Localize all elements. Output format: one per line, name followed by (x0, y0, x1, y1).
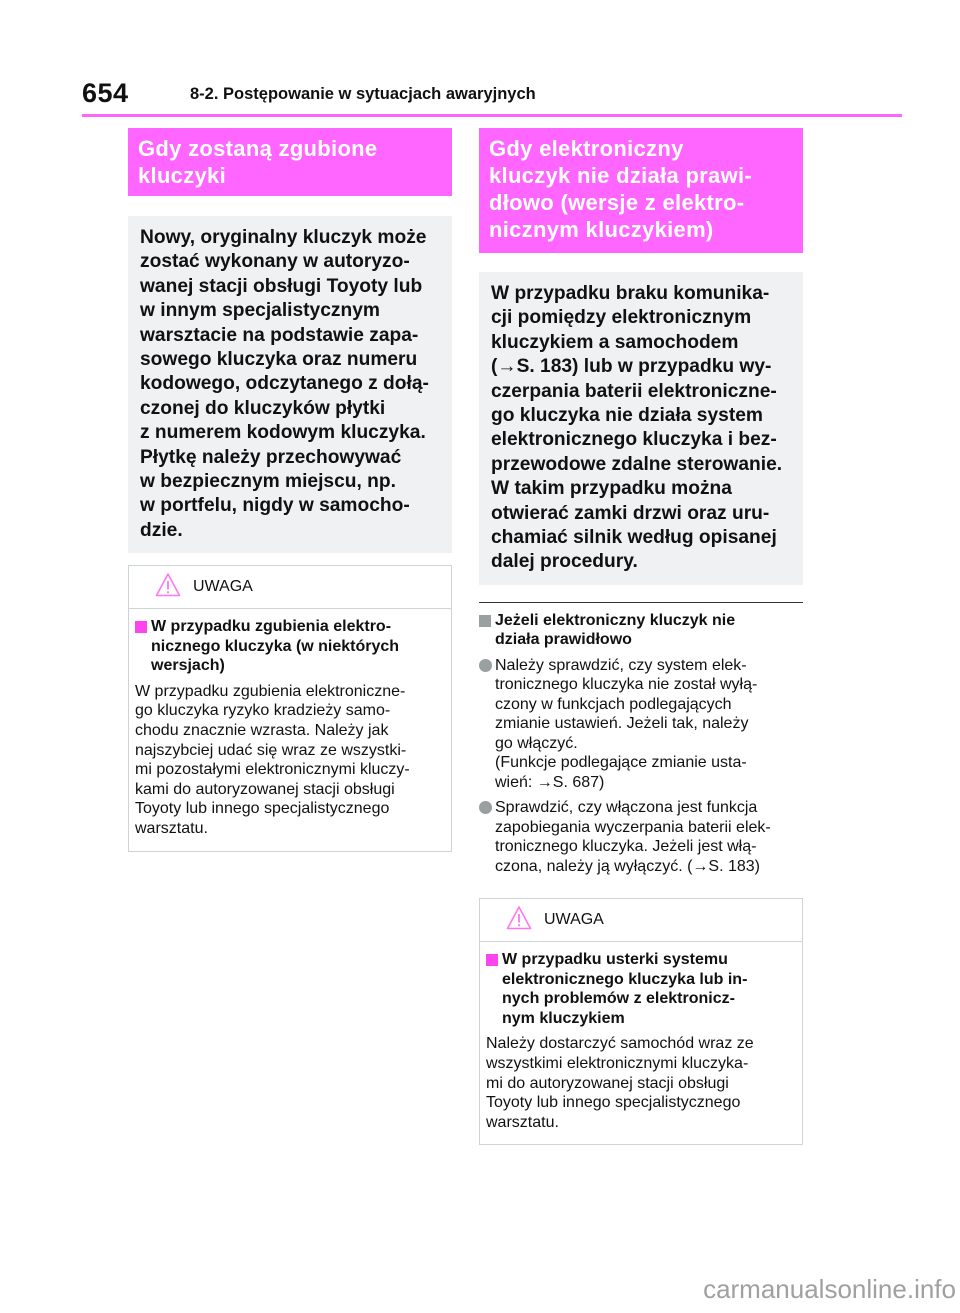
lead-line: dzie. (140, 519, 183, 541)
text-line: warsztatu. (486, 1113, 559, 1131)
lead-paragraph-smart-key (479, 272, 803, 585)
warning-text (486, 1034, 796, 1132)
text-line: chodu znacznie wzrasta. Należy jak (135, 721, 389, 739)
lead-line: przewodowe zdalne sterowanie. (491, 453, 783, 475)
lead-line: (→S. 183) lub w przypadku wy- (491, 356, 772, 378)
lead-line: z numerem kodowym kluczyka. (140, 422, 426, 444)
warning-box-smart-key-malfunction (479, 898, 803, 1145)
lead-line: w bezpiecznym miejscu, np. (140, 471, 396, 493)
lead-line: go kluczyka nie działa system (491, 405, 763, 427)
heading-line: W przypadku zgubienia elektro- (151, 618, 392, 636)
bullet-item (479, 656, 803, 793)
lead-paragraph-lost-keys (128, 216, 452, 553)
bullet-line: tronicznego kluczyka nie został wyłą- (495, 676, 758, 694)
lead-line: wanej stacji obsługi Toyoty lub (140, 275, 423, 297)
warning-triangle-icon (506, 905, 532, 931)
bullet-line: zmianie ustawień. Jeżeli tak, należy (495, 715, 749, 733)
heading-line: nicznego kluczyka (w niektórych (151, 637, 400, 655)
heading-line: nych problemów z elektronicz- (502, 990, 735, 1008)
warning-heading (135, 617, 445, 676)
text-line: Toyoty lub innego specjalistycznego (486, 1094, 741, 1112)
text-line: Toyoty lub innego specjalistycznego (135, 800, 390, 818)
square-bullet-icon (479, 615, 491, 627)
bullet-line: wień: →S. 687) (495, 773, 605, 791)
lead-line: czonej do kluczyków płytki (140, 397, 386, 419)
lead-line: elektronicznego kluczyka i bez- (491, 429, 777, 451)
warning-body (480, 942, 802, 1144)
heading-line: elektronicznego kluczyka lub in- (502, 970, 748, 988)
lead-line: zostać wykonany w autoryzo- (140, 251, 410, 273)
watermark: carmanualsonline.info (703, 1274, 956, 1304)
warning-label: UWAGA (193, 578, 253, 596)
warning-header (480, 899, 802, 942)
circle-bullet-icon (479, 659, 492, 672)
warning-header (129, 566, 451, 609)
square-bullet-icon (135, 621, 147, 633)
warning-text (135, 682, 445, 839)
title-line: Gdy elektroniczny (489, 136, 684, 161)
lead-line: w portfelu, nigdy w samocho- (140, 495, 410, 517)
text-line: wszystkimi elektronicznymi kluczyka- (486, 1054, 749, 1072)
bullet-line: czona, należy ją wyłączyć. (→S. 183) (495, 857, 760, 875)
text-line: kami do autoryzowanej stacji obsługi (135, 780, 395, 798)
lead-line: Nowy, oryginalny kluczyk może (140, 227, 427, 248)
lead-line: czerpania baterii elektroniczne- (491, 380, 777, 402)
warning-box-lost-smart-key (128, 565, 452, 851)
bullet-item (479, 798, 803, 876)
title-line: kluczyk nie działa prawi- (489, 163, 753, 188)
bullet-line: go włączyć. (495, 734, 578, 752)
page-number: 654 (82, 78, 129, 108)
bullet-line: czony w funkcjach podlegających (495, 695, 732, 713)
lead-line: Płytkę należy przechowywać (140, 446, 402, 468)
text-line: Należy dostarczyć samochód wraz ze (486, 1035, 754, 1053)
circle-bullet-icon (479, 801, 492, 814)
lead-line: w innym specjalistycznym (140, 300, 380, 322)
section-divider (479, 602, 803, 603)
text-line: mi do autoryzowanej stacji obsługi (486, 1074, 729, 1092)
title-line: nicznym kluczykiem) (489, 217, 714, 242)
section-title-lost-keys: Gdy zostaną zgubione kluczyki (128, 128, 452, 196)
lead-line: otwierać zamki drzwi oraz uru- (491, 502, 770, 524)
lead-line: dalej procedury. (491, 551, 638, 573)
subsection-heading (479, 611, 803, 650)
lead-line: kodowego, odczytanego z dołą- (140, 373, 429, 395)
title-line: dłowo (wersje z elektro- (489, 190, 745, 215)
text-line: najszybciej udać się wraz ze wszystki- (135, 741, 407, 759)
chapter-title: 8-2. Postępowanie w sytuacjach awaryjnych (190, 85, 536, 103)
heading-line: działa prawidłowo (495, 631, 632, 649)
text-line: W przypadku zgubienia elektroniczne- (135, 682, 406, 700)
lead-line: W przypadku braku komunika- (491, 283, 770, 304)
warning-heading (486, 950, 796, 1028)
lead-line: warsztacie na podstawie zapa- (140, 324, 419, 346)
heading-line: nym kluczykiem (502, 1009, 625, 1027)
lead-line: kluczykiem a samochodem (491, 331, 739, 353)
left-column (128, 128, 452, 852)
warning-body (129, 609, 451, 850)
lead-line: chamiać silnik według opisanej (491, 527, 777, 549)
bullet-line: Sprawdzić, czy włączona jest funkcja (495, 799, 758, 817)
bullet-line: Należy sprawdzić, czy system elek- (495, 656, 747, 674)
text-line: warsztatu. (135, 819, 208, 837)
page-header (82, 76, 902, 116)
warning-triangle-icon (155, 572, 181, 598)
heading-line: wersjach) (151, 657, 225, 675)
heading-line: Jeżeli elektroniczny kluczyk nie (495, 611, 736, 629)
text-line: go kluczyka ryzyko kradzieży samo- (135, 702, 391, 720)
bullet-line: (Funkcje podlegające zmianie usta- (495, 754, 747, 772)
right-column (479, 128, 803, 1145)
lead-line: cji pomiędzy elektronicznym (491, 307, 752, 329)
text-line: mi pozostałymi elektronicznymi kluczy- (135, 761, 410, 779)
section-title-smart-key-malfunction (479, 128, 803, 253)
bullet-line: zapobiegania wyczerpania baterii elek- (495, 818, 771, 836)
lead-line: sowego kluczyka oraz numeru (140, 349, 418, 371)
bullet-line: tronicznego kluczyka. Jeżeli jest włą- (495, 838, 757, 856)
warning-label: UWAGA (544, 911, 604, 929)
lead-line: W takim przypadku można (491, 478, 732, 500)
header-divider (82, 114, 902, 117)
square-bullet-icon (486, 954, 498, 966)
heading-line: W przypadku usterki systemu (502, 951, 728, 969)
